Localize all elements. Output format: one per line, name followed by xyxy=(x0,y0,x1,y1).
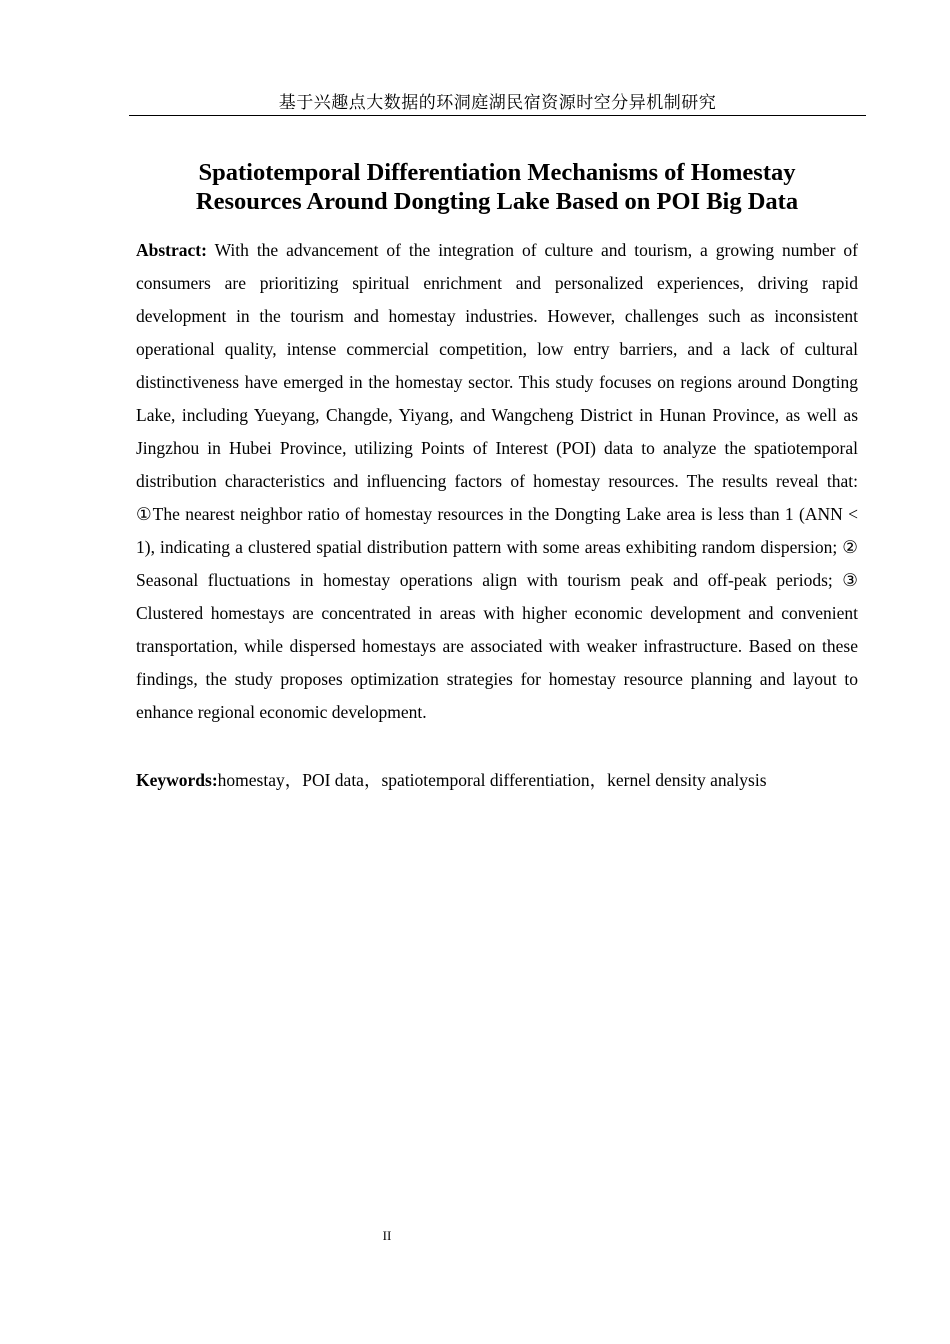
abstract xyxy=(136,234,858,729)
title-line-1: Spatiotemporal Differentiation Mechanisms of Homestay xyxy=(198,159,796,186)
page-number: II xyxy=(382,1228,392,1243)
abstract-label: Abstract: xyxy=(136,240,207,260)
running-header: 基于兴趣点大数据的环洞庭湖民宿资源时空分异机制研究 xyxy=(278,93,717,112)
keywords-text: homestay，POI data，spatiotemporal differentiation，kernel density analysis xyxy=(217,770,767,790)
header-rule xyxy=(129,115,866,116)
keywords-label: Keywords: xyxy=(136,770,218,790)
abstract-text: With the advancement of the integration of culture and tourism, a growing number of consumers are prioritizing spiritual enrichment and personalized experiences, driving rapid development in the tourism and homestay industries. However, challenges such as inconsistent operational quality, intense commercial competition, low entry barriers, and a lack of cultural distinctiveness have emerged in the homestay sector. This study focuses on regions around Dongting Lake, including Yueyang, Changde, Yiyang, and Wangcheng District in Hunan Province, as well as Jingzhou in Hubei Province, utilizing Points of Interest (POI) data to analyze the spatiotemporal distribution characteristics and influencing factors of homestay resources. The results reveal that: ①The nearest neighbor ratio of homestay resources in the Dongting Lake area is less than 1 (ANN < 1), indicating a clustered spatial distribution pattern with some areas exhibiting random dispersion; ② Seasonal fluctuations in homestay operations align with tourism peak and off-peak periods; ③ Clustered homestays are concentrated in areas with higher economic development and convenient transportation, while dispersed homestays are associated with weaker infrastructure. Based on these findings, the study proposes optimization strategies for homestay resource planning and layout to enhance regional economic development. xyxy=(136,240,858,722)
title-line-2: Resources Around Dongting Lake Based on POI Big Data xyxy=(195,188,799,215)
paper-title xyxy=(136,158,858,216)
keywords xyxy=(136,765,858,795)
